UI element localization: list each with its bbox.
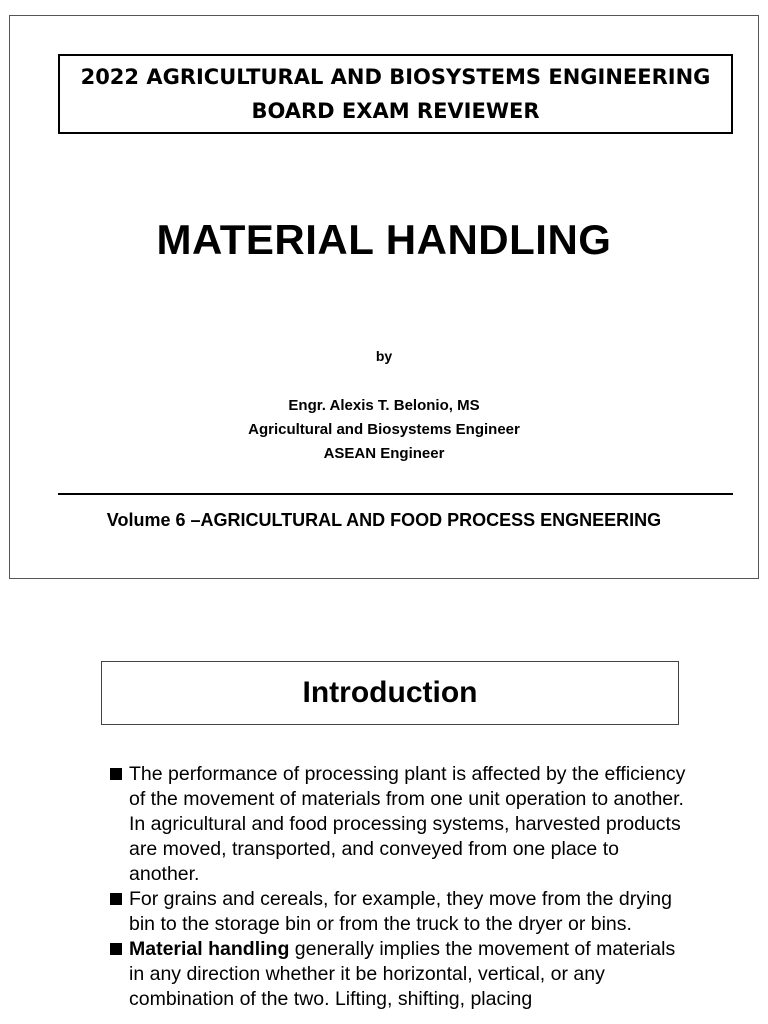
square-bullet-icon — [110, 893, 122, 905]
title-slide — [9, 15, 759, 579]
square-bullet-icon — [110, 768, 122, 780]
author-title: ASEAN Engineer — [323, 445, 445, 462]
author-block — [10, 394, 758, 466]
header-line-1: 2022 AGRICULTURAL AND BIOSYSTEMS ENGINEERING — [80, 65, 711, 89]
bullet-text: For grains and cereals, for example, they move from the drying bin to the storage bin or from the truck to the dryer or bins. — [129, 888, 672, 935]
author-role: Agricultural and Biosystems Engineer — [248, 421, 520, 438]
square-bullet-icon — [110, 943, 122, 955]
bullet-bold-text: Material handling — [129, 938, 290, 960]
bullet-item — [108, 937, 688, 1012]
by-label: by — [375, 348, 393, 364]
document-title: MATERIAL HANDLING — [156, 216, 612, 263]
bullet-text: The performance of processing plant is affected by the efficiency of the movement of materials from one unit operation to another. In agricultural and food processing systems, harvested products are moved, transported, and conveyed from one place to another. — [129, 763, 686, 885]
bullet-item — [108, 887, 688, 937]
divider-line — [58, 493, 733, 495]
bullet-text: generally implies the movement of materials in any direction whether it be horizontal, vertical, or any combination of the two. Lifting, shifting, placing — [129, 938, 676, 1010]
header-line-2: BOARD EXAM REVIEWER — [251, 99, 540, 123]
author-name: Engr. Alexis T. Belonio, MS — [288, 397, 480, 414]
reviewer-header-box — [58, 54, 733, 134]
bullet-list — [108, 762, 688, 1012]
volume-label: Volume 6 –AGRICULTURAL AND FOOD PROCESS ENGNEERING — [106, 510, 662, 530]
section-heading: Introduction — [302, 676, 478, 709]
section-heading-box — [101, 661, 679, 725]
bullet-item — [108, 762, 688, 887]
